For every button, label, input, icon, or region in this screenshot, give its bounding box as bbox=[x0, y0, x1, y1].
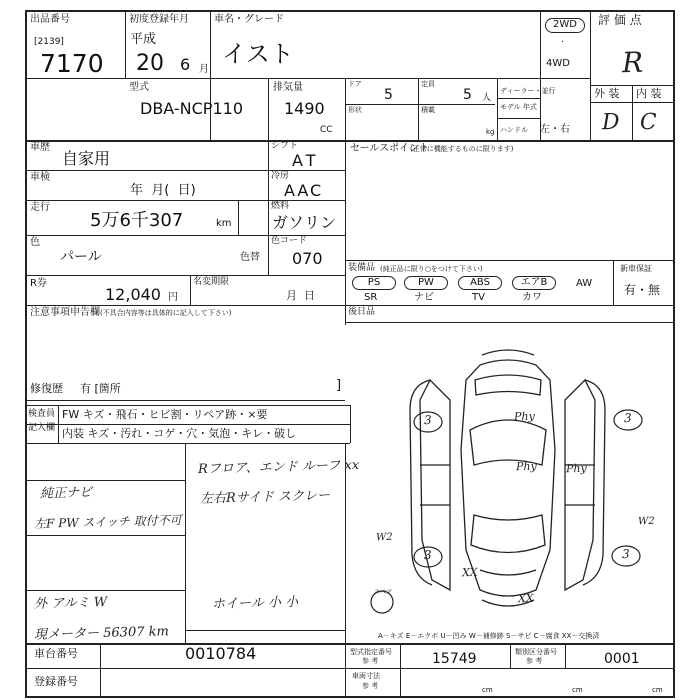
notes-label: 注意事項申告欄 bbox=[30, 307, 100, 318]
color-code-label: 色コード bbox=[271, 236, 308, 246]
model-label: 型式 bbox=[129, 82, 149, 93]
inspector-row-1: FW キズ・飛石・ヒビ割・リペア跡・×要 bbox=[62, 408, 268, 421]
inspection-label: 車検 bbox=[30, 172, 50, 183]
category: 0001 bbox=[604, 651, 640, 667]
hand-note-3: 純正ナビ bbox=[39, 485, 93, 502]
handle-value: 左・右 bbox=[540, 124, 570, 135]
drive-2wd: 2WD bbox=[545, 18, 585, 33]
recycle-label: R券 bbox=[30, 278, 47, 289]
handle-label: ハンドル bbox=[500, 126, 528, 134]
mark-tire-fl: 3 bbox=[423, 412, 432, 428]
name-change-value: 月 日 bbox=[286, 289, 315, 302]
mark-tire-rl: 3 bbox=[423, 547, 432, 563]
inspection-value: 年 月( 日) bbox=[130, 183, 196, 198]
hand-note-6: ホイール 小 小 bbox=[211, 594, 299, 613]
equip-sr: SR bbox=[364, 292, 378, 303]
equip-navi: ナビ bbox=[414, 292, 434, 303]
score-label: 評 価 点 bbox=[598, 13, 642, 27]
model: DBA-NCP110 bbox=[140, 99, 243, 118]
lot-number: 7170 bbox=[40, 49, 104, 78]
notes-sub: (不具合内容等は具体的に記入して下さい) bbox=[100, 309, 232, 317]
mark-tire-rr: 3 bbox=[621, 546, 630, 562]
sales-point-label: セールスポイント bbox=[350, 143, 430, 154]
car-name: イスト bbox=[222, 40, 294, 68]
equip-ps: PS bbox=[352, 276, 396, 290]
mark-p3: Phy bbox=[565, 461, 587, 476]
hand-note-4: 左F PW スイッチ 取付不可 bbox=[33, 513, 182, 531]
cm-unit-1: cm bbox=[482, 686, 493, 694]
yen-unit: 円 bbox=[168, 292, 178, 303]
inspector-label-1: 検査員 bbox=[28, 409, 56, 419]
color-change-label: 色替 bbox=[240, 252, 260, 263]
color: パール bbox=[60, 249, 102, 265]
color-label: 色 bbox=[30, 237, 40, 248]
size-ref: 参 考 bbox=[362, 682, 379, 690]
mark-tire-fr: 3 bbox=[623, 410, 632, 426]
shift: AT bbox=[292, 151, 320, 170]
cm-unit-3: cm bbox=[652, 686, 663, 694]
tax-label: 新車保証 bbox=[620, 264, 652, 273]
mark-w-left: W2 bbox=[375, 531, 393, 544]
reg-number-label: 登録番号 bbox=[34, 675, 78, 688]
mark-p1: Phy bbox=[513, 409, 535, 424]
hand-note-7: 現メーター 56307 km bbox=[33, 624, 170, 643]
mark-xx-2: XX bbox=[517, 591, 534, 606]
equip-airbag: エアB bbox=[512, 276, 556, 290]
equip-abs: ABS bbox=[458, 276, 502, 290]
displacement-label: 排気量 bbox=[273, 82, 303, 93]
spare-label: スペア bbox=[374, 589, 393, 596]
equipment-label: 装備品 bbox=[348, 263, 376, 273]
legend: A－キズ E－エクボ U－凹み W－補修跡 S－サビ C－腐食 XX－交換済 bbox=[378, 632, 600, 640]
capacity: 5 bbox=[463, 87, 472, 103]
equip-aw: AW bbox=[576, 278, 593, 289]
mileage-label: 走行 bbox=[30, 202, 50, 213]
interior-grade: C bbox=[639, 109, 658, 136]
lot-sub: [2139] bbox=[34, 37, 64, 47]
rear-seat-label: 後日品 bbox=[348, 307, 376, 317]
person-unit: 人 bbox=[482, 93, 492, 103]
shift-label: シフト bbox=[271, 141, 299, 151]
history: 自家用 bbox=[62, 149, 111, 168]
repair-value: 有 [箇所 bbox=[80, 382, 121, 395]
repair-label: 修復歴 bbox=[30, 382, 63, 395]
ac-label: 冷房 bbox=[271, 171, 290, 181]
reg-label: 初度登録年月 bbox=[129, 14, 189, 25]
mark-w-right: W2 bbox=[637, 515, 655, 528]
equip-pw: PW bbox=[404, 276, 448, 290]
capacity-label: 定員 bbox=[421, 80, 435, 88]
car-diagram bbox=[350, 340, 672, 640]
month-unit: 月 bbox=[199, 64, 209, 75]
mark-xx-1: XX bbox=[461, 565, 478, 580]
recycle: 12,040 bbox=[105, 285, 161, 304]
type-cert-ref: 参 考 bbox=[362, 657, 379, 665]
load-label: 積載 bbox=[421, 106, 435, 114]
mark-p2: Phy bbox=[515, 459, 537, 474]
fuel: ガソリン bbox=[272, 213, 337, 232]
inspector-row-2: 内装 キズ・汚れ・コゲ・穴・気泡・キレ・破し bbox=[62, 427, 297, 440]
lot-label: 出品番号 bbox=[30, 14, 70, 25]
type-cert-label: 型式指定番号 bbox=[350, 648, 392, 656]
color-code: 070 bbox=[292, 249, 323, 268]
era: 平成 bbox=[130, 32, 157, 47]
reg-year: 20 bbox=[136, 51, 164, 76]
doors-label: ドア bbox=[348, 80, 362, 88]
score: R bbox=[621, 45, 644, 80]
equipment-sub: (純正品に限り○をつけて下さい) bbox=[380, 265, 483, 273]
hand-note-1: Rフロア、エンド ルーフ xx bbox=[197, 457, 360, 478]
model-year-label: モデル 年式 bbox=[500, 103, 537, 111]
interior-label: 内 装 bbox=[636, 87, 662, 100]
exterior-grade: D bbox=[601, 109, 620, 136]
equip-leather: カワ bbox=[522, 292, 542, 303]
type-cert: 15749 bbox=[432, 651, 477, 667]
equip-tv: TV bbox=[472, 292, 485, 303]
cc-unit: CC bbox=[320, 125, 333, 135]
chassis: 0010784 bbox=[185, 644, 257, 663]
hand-note-2: 左右Rサイド スクレー bbox=[199, 488, 331, 507]
drive-4wd: 4WD bbox=[546, 58, 570, 69]
tax-value: 有・無 bbox=[624, 283, 661, 297]
history-label: 車歴 bbox=[30, 142, 50, 153]
shape-label: 形状 bbox=[348, 106, 362, 114]
dealer-label: ディーラー・並行 bbox=[500, 87, 556, 95]
cm-unit-2: cm bbox=[572, 686, 583, 694]
size-label: 車両寸法 bbox=[352, 672, 380, 680]
displacement: 1490 bbox=[284, 99, 325, 118]
hand-note-5: 外 アルミ W bbox=[33, 595, 108, 612]
reg-month: 6 bbox=[180, 55, 191, 74]
category-label: 類別区分番号 bbox=[515, 648, 557, 656]
exterior-label: 外 装 bbox=[594, 87, 620, 100]
mileage: 5万6千307 bbox=[90, 210, 184, 231]
inspector-label-2: 記入欄 bbox=[28, 423, 56, 433]
name-change-label: 名変期限 bbox=[193, 277, 230, 287]
km-unit: km bbox=[216, 218, 232, 229]
fuel-label: 燃料 bbox=[271, 201, 290, 211]
ac: AAC bbox=[284, 181, 324, 200]
category-ref: 参 考 bbox=[526, 657, 543, 665]
chassis-label: 車台番号 bbox=[34, 647, 78, 660]
doors: 5 bbox=[384, 87, 393, 103]
name-label: 車名・グレード bbox=[214, 14, 284, 25]
sales-point-sub: (正常に機能するものに限ります) bbox=[410, 145, 514, 153]
kg-unit: kg bbox=[486, 128, 495, 136]
